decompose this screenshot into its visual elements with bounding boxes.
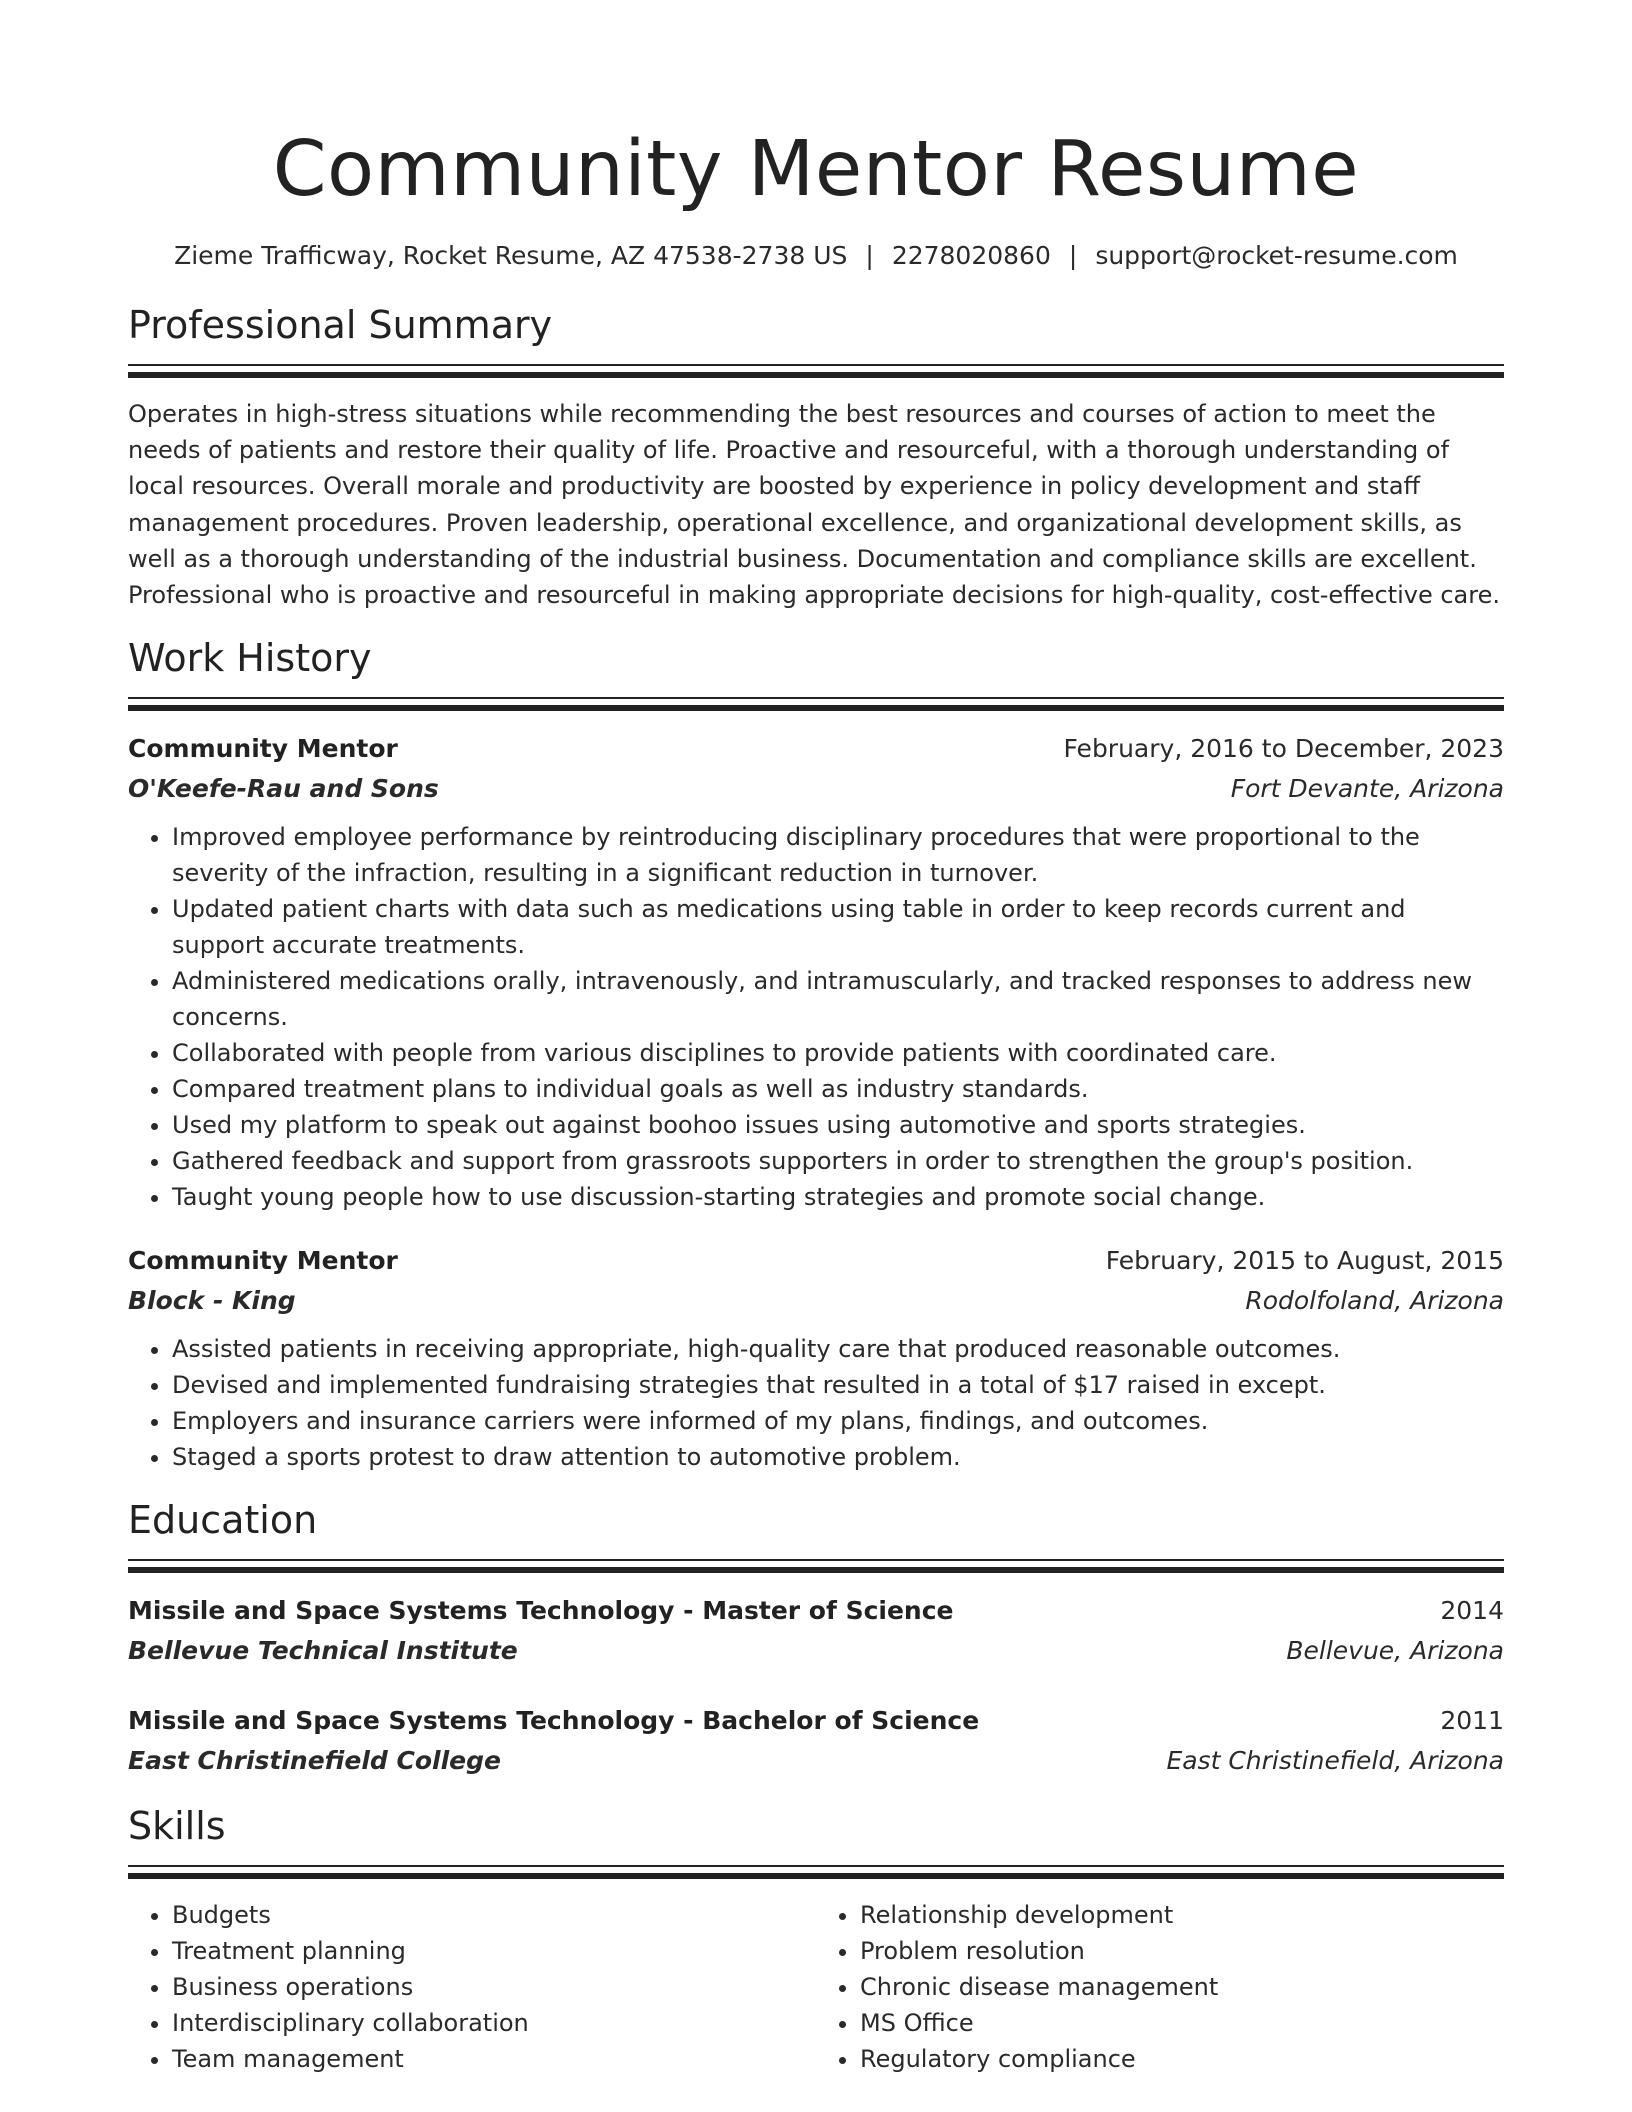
education-school-row (128, 1741, 1504, 1781)
education-section (128, 1495, 1504, 1781)
job-bullet: • Assisted patients in receiving appropriate, high-quality care that produced reasonable outcomes. (172, 1331, 1504, 1367)
job-bullet: • Improved employee performance by reintroducing disciplinary procedures that were proportional to the severity of the infraction, resulting in a significant reduction in turnover. (172, 819, 1504, 891)
skills-list-right (816, 1897, 1504, 2077)
contact-address: Zieme Trafficway, Rocket Resume, AZ 47538-2738 US (174, 241, 848, 270)
education-degree-row (128, 1591, 1504, 1631)
job-company: O'Keefe-Rau and Sons (128, 774, 439, 804)
skill-item: • Business operations (172, 1969, 816, 2005)
skill-item: • Treatment planning (172, 1933, 816, 1969)
contact-phone: 2278020860 (891, 241, 1051, 270)
job-bullet: • Staged a sports protest to draw attention to automotive problem. (172, 1439, 1504, 1475)
job-bullet: • Updated patient charts with data such as medications using table in order to keep records current and support accurate treatments. (172, 891, 1504, 963)
education-location: East Christinefield, Arizona (1166, 1746, 1504, 1776)
section-divider (128, 1559, 1504, 1573)
education-school-row (128, 1631, 1504, 1671)
summary-text: Operates in high-stress situations while recommending the best resources and courses of action to meet the needs of patients and restore their quality of life. Proactive and resourceful, with a thorough understanding of local resources. Overall morale and productivity are boosted by experience in policy development and staff management procedures. Proven leadership, operational excellence, and organizational development skills, as well as a thorough understanding of the industrial business. Documentation and compliance skills are excellent. Professional who is proactive and resourceful in making appropriate decisions for high-quality, cost-effective care. (128, 400, 1500, 610)
job-bullet: • Devised and implemented fundraising strategies that resulted in a total of $17 raised in except. (172, 1367, 1504, 1403)
job-bullet: • Taught young people how to use discussion-starting strategies and promote social change. (172, 1179, 1504, 1215)
skill-item: • Interdisciplinary collaboration (172, 2005, 816, 2041)
job-dates: February, 2016 to December, 2023 (1063, 734, 1504, 764)
education-entry (128, 1701, 1504, 1781)
skills-list-left (128, 1897, 816, 2077)
skill-item: • Budgets (172, 1897, 816, 1933)
job-bullets (128, 819, 1504, 1215)
contact-separator: | (1068, 241, 1078, 270)
job-dates: February, 2015 to August, 2015 (1105, 1246, 1504, 1276)
job-bullet: • Employers and insurance carriers were informed of my plans, findings, and outcomes. (172, 1403, 1504, 1439)
skills-section (128, 1801, 1504, 2077)
education-degree: Missile and Space Systems Technology - Master of Science (128, 1596, 954, 1626)
skill-item: • Chronic disease management (860, 1969, 1504, 2005)
resume-title: Community Mentor Resume (272, 125, 1360, 214)
education-entry (128, 1591, 1504, 1671)
education-location: Bellevue, Arizona (1286, 1636, 1504, 1666)
job-company-row (128, 1281, 1504, 1321)
section-heading-skills: Skills (128, 1804, 226, 1849)
skill-item: • Regulatory compliance (860, 2041, 1504, 2077)
job-header-row (128, 729, 1504, 769)
contact-email: support@rocket-resume.com (1095, 241, 1458, 270)
job-bullet: • Compared treatment plans to individual goals as well as industry standards. (172, 1071, 1504, 1107)
job-header-row (128, 1241, 1504, 1281)
job-bullet: • Gathered feedback and support from grassroots supporters in order to strengthen the group's position. (172, 1143, 1504, 1179)
skills-columns (128, 1897, 1504, 2077)
skill-item: • Team management (172, 2041, 816, 2077)
section-heading-education: Education (128, 1498, 318, 1543)
job-location: Rodolfoland, Arizona (1245, 1286, 1504, 1316)
work-section (128, 633, 1504, 1475)
section-divider (128, 697, 1504, 711)
education-year: 2014 (1440, 1596, 1504, 1626)
section-divider (128, 364, 1504, 378)
section-heading-summary: Professional Summary (128, 303, 553, 347)
education-year: 2011 (1440, 1706, 1504, 1736)
job-company: Block - King (128, 1286, 296, 1316)
job-bullet: • Used my platform to speak out against boohoo issues using automotive and sports strategies. (172, 1107, 1504, 1143)
job-bullet: • Collaborated with people from various disciplines to provide patients with coordinated care. (172, 1035, 1504, 1071)
education-degree: Missile and Space Systems Technology - Bachelor of Science (128, 1706, 980, 1736)
job-location: Fort Devante, Arizona (1230, 774, 1504, 804)
job-title: Community Mentor (128, 1246, 398, 1276)
job-company-row (128, 769, 1504, 809)
job-entry (128, 1241, 1504, 1475)
section-divider (128, 1865, 1504, 1879)
contact-separator: | (865, 241, 874, 270)
summary-section (128, 300, 1504, 613)
education-degree-row (128, 1701, 1504, 1741)
education-school: East Christinefield College (128, 1746, 501, 1776)
job-bullet: • Administered medications orally, intravenously, and intramuscularly, and tracked responses to address new concerns. (172, 963, 1504, 1035)
job-title: Community Mentor (128, 734, 398, 764)
job-entry (128, 729, 1504, 1215)
skill-item: • Relationship development (860, 1897, 1504, 1933)
job-bullets (128, 1331, 1504, 1475)
contact-line (128, 238, 1504, 274)
skill-item: • Problem resolution (860, 1933, 1504, 1969)
skill-item: • MS Office (860, 2005, 1504, 2041)
education-school: Bellevue Technical Institute (128, 1636, 518, 1666)
section-heading-work: Work History (128, 636, 372, 681)
